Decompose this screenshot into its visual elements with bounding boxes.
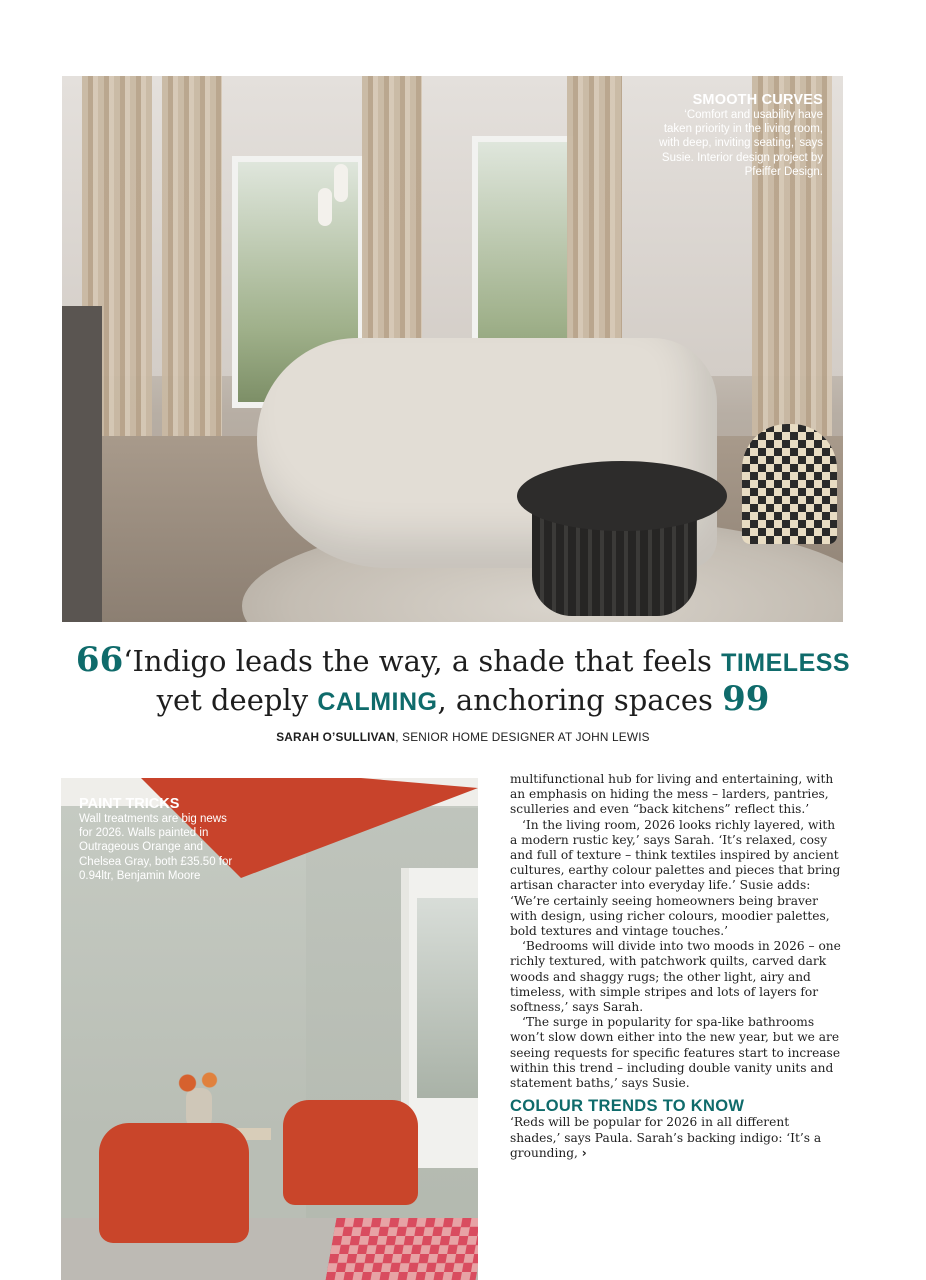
orange-armchair xyxy=(283,1100,418,1205)
pendant-lamp xyxy=(334,164,348,202)
paint-room-photo xyxy=(61,778,478,1280)
pull-quote-line-2 xyxy=(0,681,926,720)
body-paragraph xyxy=(510,1115,842,1161)
pendant-lamp xyxy=(318,188,332,226)
body-paragraph: ‘In the living room, 2026 looks richly layered, with a modern rustic key,’ says Sarah. ‘It’s relaxed, cosy and full of texture – think textiles inspired by ancient cultures, earthy colour palettes and pieces that bring artisan character into everyday life.’ Susie adds: ‘We’re certainly seeing homeowners being braver with design, using richer colours, moodier palettes, bold textures and vintage touches.’ xyxy=(510,817,841,939)
photo-caption xyxy=(653,92,823,179)
quote-attribution xyxy=(0,730,926,744)
kitchen-island xyxy=(62,306,102,622)
window-pane xyxy=(417,898,478,1098)
attribution-name: SARAH O’SULLIVAN xyxy=(276,730,396,744)
body-paragraph: ‘Bedrooms will divide into two moods in 2026 – one richly textured, with patchwork quilts, carved dark woods and shaggy rugs; the other light, airy and timeless, with simple stripes and lots of layers for softness,’ says Sarah. xyxy=(510,939,841,1015)
quote-text: , anchoring spaces xyxy=(437,683,713,717)
close-quote-mark: 99 xyxy=(722,679,770,719)
coffee-table xyxy=(517,461,727,531)
open-quote-mark: 66 xyxy=(75,640,124,680)
pull-quote-line-1 xyxy=(0,642,926,681)
caption-title: SMOOTH CURVES xyxy=(692,92,823,108)
quote-highlight: CALMING xyxy=(317,688,438,716)
body-column xyxy=(510,772,842,1161)
body-text: ‘Reds will be popular for 2026 in all different shades,’ says Paula. Sarah’s backing indigo: ‘It’s a grounding, xyxy=(510,1115,822,1160)
continue-arrow-icon: › xyxy=(581,1145,587,1160)
section-heading: COLOUR TRENDS TO KNOW xyxy=(510,1097,745,1116)
caption-title: PAINT TRICKS xyxy=(79,796,180,812)
attribution-role: , SENIOR HOME DESIGNER AT JOHN LEWIS xyxy=(395,730,650,744)
living-room-photo xyxy=(62,76,843,622)
quote-highlight: TIMELESS xyxy=(721,649,851,677)
orange-armchair xyxy=(99,1123,249,1243)
pull-quote xyxy=(0,642,926,720)
checked-rug xyxy=(326,1218,478,1280)
caption-body: Wall treatments are big news for 2026. Walls painted in Outrageous Orange and Chelsea Gray, both £35.50 for 0.94ltr, Benjamin Moore xyxy=(79,813,233,882)
flowers xyxy=(171,1068,226,1098)
quote-text: ‘Indigo leads the way, a shade that feels xyxy=(123,644,722,678)
photo-caption xyxy=(79,796,239,883)
quote-text: yet deeply xyxy=(156,683,318,717)
body-paragraph: multifunctional hub for living and entertaining, with an emphasis on hiding the mess – larders, pantries, sculleries and even “back kitchens” reflect this.’ xyxy=(510,772,834,817)
patterned-stool xyxy=(742,424,837,544)
body-paragraph: ‘The surge in popularity for spa-like bathrooms won’t slow down either into the new year, but we are seeing requests for specific features start to increase within this trend – including double vanity units and statement baths,’ says Susie. xyxy=(510,1015,841,1091)
caption-body: ‘Comfort and usability have taken priority in the living room, with deep, inviting seating,’ says Susie. Interior design project by Pfeiffer Design. xyxy=(659,109,823,178)
